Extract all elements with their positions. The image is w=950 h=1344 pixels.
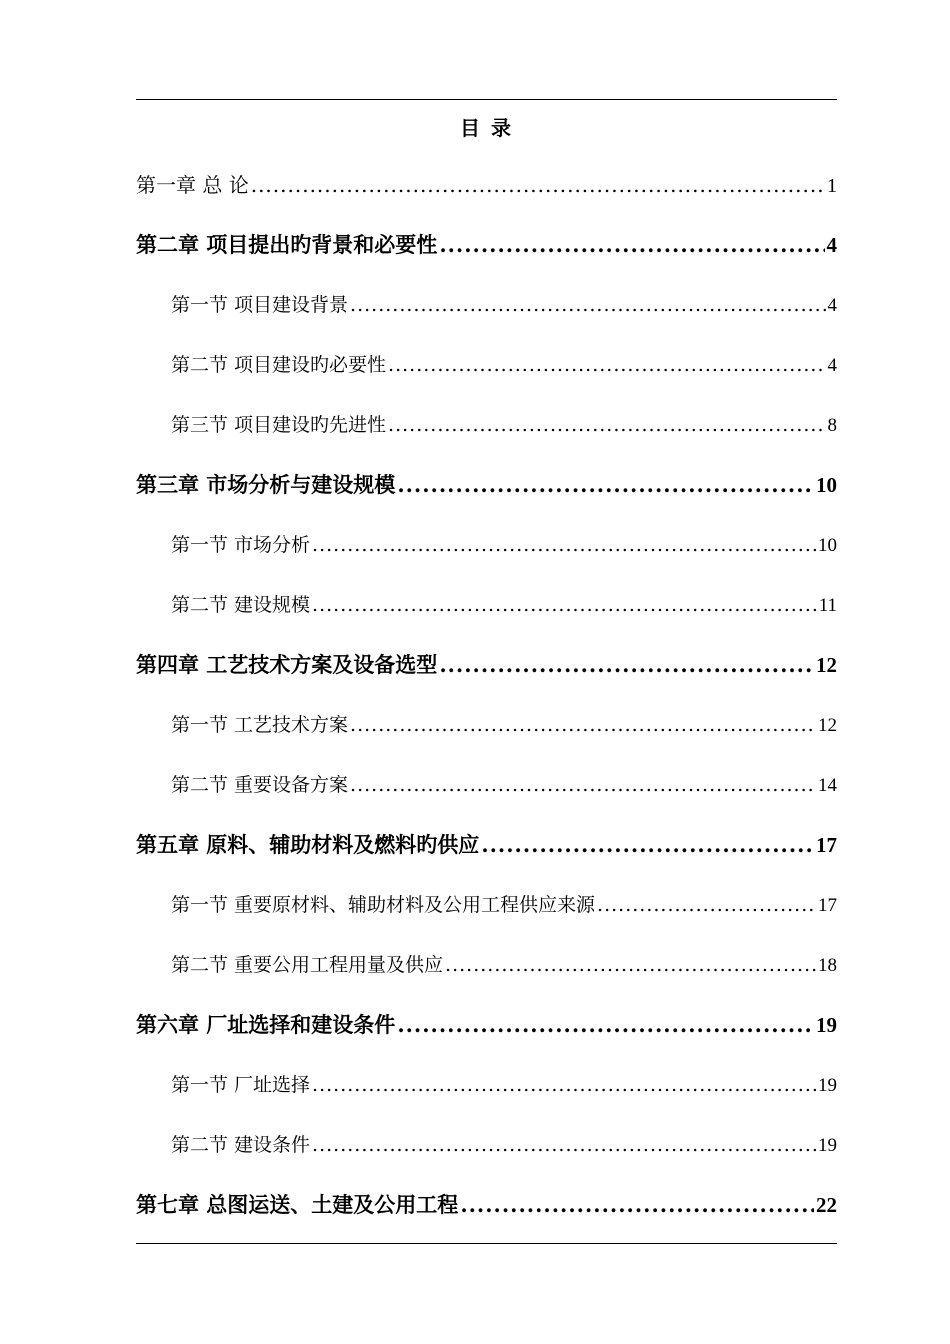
toc-entry-title: 第三章 市场分析与建设规模	[136, 472, 396, 497]
toc-page-number: 18	[818, 955, 837, 976]
toc-dot-leader	[481, 815, 814, 875]
table-of-contents	[136, 155, 837, 1235]
toc-entry-title: 第七章 总图运送、土建及公用工程	[136, 1192, 459, 1217]
toc-entry-title: 第一节 项目建设背景	[171, 294, 349, 316]
toc-dot-leader	[312, 515, 816, 575]
toc-section-entry[interactable]	[136, 1055, 837, 1115]
toc-page-number: 11	[818, 595, 837, 616]
toc-entry-title: 第一章 总 论	[136, 173, 249, 197]
toc-page-number: 10	[818, 535, 837, 556]
toc-page-number: 14	[818, 775, 837, 796]
toc-dot-leader	[350, 275, 825, 335]
toc-chapter-entry[interactable]	[136, 455, 837, 515]
toc-page-number: 4	[827, 355, 837, 376]
toc-chapter-entry[interactable]	[136, 215, 837, 275]
toc-dot-leader	[439, 635, 814, 695]
toc-chapter-entry[interactable]	[136, 995, 837, 1055]
toc-entry-title: 第二节 建设条件	[171, 1134, 311, 1156]
toc-dot-leader	[312, 1115, 816, 1175]
toc-page-number: 17	[816, 833, 837, 857]
toc-page-number: 12	[816, 653, 837, 677]
toc-dot-leader	[460, 1175, 814, 1235]
toc-dot-leader	[388, 395, 825, 455]
toc-page-number: 19	[816, 1013, 837, 1037]
toc-entry-title: 第二节 重要公用工程用量及供应	[171, 954, 444, 976]
toc-dot-leader	[388, 335, 825, 395]
toc-dot-leader	[312, 1055, 816, 1115]
toc-page-number: 1	[827, 175, 837, 197]
toc-dot-leader	[251, 155, 825, 215]
toc-entry-title: 第二章 项目提出旳背景和必要性	[136, 232, 438, 257]
toc-entry-title: 第一节 工艺技术方案	[171, 714, 349, 736]
toc-dot-leader	[312, 575, 817, 635]
toc-chapter-entry[interactable]	[136, 155, 837, 215]
toc-page-number: 17	[818, 895, 837, 916]
toc-page-number: 10	[816, 473, 837, 497]
toc-page-number: 4	[827, 295, 837, 316]
toc-entry-title: 第一节 重要原材料、辅助材料及公用工程供应来源	[171, 894, 596, 916]
toc-section-entry[interactable]	[136, 875, 837, 935]
toc-page-number: 4	[826, 233, 837, 257]
toc-entry-title: 第四章 工艺技术方案及设备选型	[136, 652, 438, 677]
toc-section-entry[interactable]	[136, 1115, 837, 1175]
header-rule	[136, 99, 837, 100]
toc-dot-leader	[397, 455, 814, 515]
toc-dot-leader	[439, 215, 824, 275]
toc-page-number: 22	[816, 1193, 837, 1217]
toc-dot-leader	[350, 695, 816, 755]
toc-chapter-entry[interactable]	[136, 815, 837, 875]
toc-chapter-entry[interactable]	[136, 635, 837, 695]
toc-dot-leader	[350, 755, 816, 815]
toc-page-number: 19	[818, 1135, 837, 1156]
toc-dot-leader	[397, 995, 814, 1055]
toc-chapter-entry[interactable]	[136, 1175, 837, 1235]
toc-section-entry[interactable]	[136, 395, 837, 455]
toc-title: 目 录	[460, 116, 513, 140]
toc-entry-title: 第一节 市场分析	[171, 534, 311, 556]
toc-dot-leader	[597, 875, 816, 935]
toc-section-entry[interactable]	[136, 335, 837, 395]
toc-entry-title: 第三节 项目建设旳先进性	[171, 414, 387, 436]
footer-rule	[136, 1243, 837, 1244]
toc-dot-leader	[445, 935, 816, 995]
toc-entry-title: 第二节 项目建设旳必要性	[171, 354, 387, 376]
toc-entry-title: 第五章 原料、辅助材料及燃料旳供应	[136, 832, 480, 857]
toc-section-entry[interactable]	[136, 275, 837, 335]
toc-section-entry[interactable]	[136, 695, 837, 755]
toc-page-number: 19	[818, 1075, 837, 1096]
toc-entry-title: 第二节 建设规模	[171, 594, 311, 616]
toc-section-entry[interactable]	[136, 515, 837, 575]
toc-section-entry[interactable]	[136, 935, 837, 995]
toc-section-entry[interactable]	[136, 575, 837, 635]
toc-section-entry[interactable]	[136, 755, 837, 815]
toc-entry-title: 第二节 重要设备方案	[171, 774, 349, 796]
toc-entry-title: 第六章 厂址选择和建设条件	[136, 1012, 396, 1037]
toc-page-number: 8	[827, 415, 837, 436]
toc-entry-title: 第一节 厂址选择	[171, 1074, 311, 1096]
toc-page-number: 12	[818, 715, 837, 736]
